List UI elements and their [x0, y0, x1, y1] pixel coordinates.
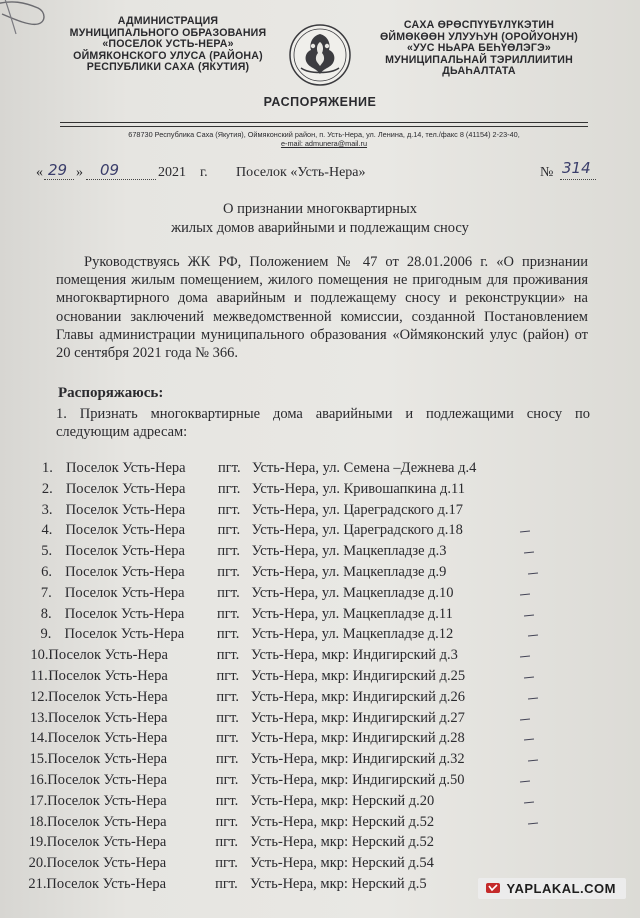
- list-item-address: Усть-Нера, ул. Мацкепладзе д.10: [251, 584, 454, 601]
- list-item: [0, 543, 640, 563]
- list-item-settlement: Поселок Усть-Нера: [46, 834, 167, 851]
- list-item-number: 15.: [29, 751, 48, 768]
- list-item-number: 3.: [41, 501, 53, 518]
- checkmark-dash: [520, 718, 530, 720]
- header-left-line: ОЙМЯКОНСКОГО УЛУСА (РАЙОНА): [73, 49, 263, 62]
- list-item-address: Усть-Нера, ул. Цареградского д.18: [251, 522, 463, 539]
- checkmark-dash: [524, 676, 534, 678]
- header-right-line: ДЬАҺАЛТАТА: [442, 65, 516, 78]
- list-item-address: Усть-Нера, мкр: Индигирский д.27: [250, 709, 465, 726]
- list-item-number: 17.: [29, 792, 48, 809]
- list-item: [0, 626, 640, 646]
- divider-line: [60, 122, 588, 123]
- email-line: e-mail: admunera@mail.ru: [280, 139, 368, 148]
- list-item: [0, 710, 640, 730]
- list-item-settlement: Поселок Усть-Нера: [48, 668, 168, 684]
- list-item: [0, 564, 640, 584]
- document-number: 314: [562, 159, 591, 177]
- subject-line: О признании многоквартирных: [222, 201, 417, 217]
- header-right-line: МУНИЦИПАЛЬНАЙ ТЭРИЛЛИИТИН: [385, 53, 573, 66]
- point-one: 1. Признать многоквартирные дома аварийными и подлежащими сносу по следующим адресам:: [56, 406, 590, 441]
- list-item-settlement: Поселок Усть-Нера: [48, 647, 168, 664]
- list-item-type: пгт.: [217, 522, 241, 539]
- list-item-address: Усть-Нера, ул. Семена –Дежнева д.4: [252, 460, 477, 476]
- list-item-number: 14.: [29, 730, 48, 747]
- document-title: РАСПОРЯЖЕНИЕ: [263, 95, 377, 109]
- checkmark-dash: [524, 552, 534, 554]
- list-item-type: пгт.: [216, 688, 239, 705]
- list-item-number: 13.: [29, 709, 48, 726]
- list-item-number: 11.: [30, 668, 48, 684]
- checkmark-dash: [528, 635, 538, 637]
- preamble-paragraph: Руководствуясь ЖК РФ, Положением № 47 от 28.01.2006 г. «О признании помещения жилым помещением, жилого помещения не пригодным для проживания многоквартирного дома аварийным и подлежащему сносу и реконструкции» на основании заключений межведомственной комиссии, созданной Постановлением Главы администрации муниципального образования «Оймяконский улус (район) от 20 сентября 2021 года № 366.: [56, 254, 588, 362]
- date-year-suffix: г.: [200, 165, 208, 180]
- list-item: [0, 772, 640, 792]
- list-item-type: пгт.: [215, 834, 238, 851]
- checkmark-dash: [528, 697, 538, 699]
- list-item: [0, 730, 640, 750]
- list-item: [0, 481, 640, 501]
- watermark-logo-icon: [486, 883, 500, 893]
- list-item-number: 5.: [41, 543, 53, 560]
- list-item-number: 9.: [40, 626, 52, 643]
- paperclip-icon: [0, 0, 54, 38]
- list-item: [0, 689, 640, 709]
- list-item-type: пгт.: [217, 480, 241, 497]
- list-item-address: Усть-Нера, ул. Мацкепладзе д.11: [251, 605, 453, 622]
- list-item-address: Усть-Нера, мкр: Индигирский д.26: [250, 688, 465, 705]
- date-close-quote: »: [76, 165, 83, 180]
- watermark-text: YAPLAKAL.COM: [506, 881, 616, 896]
- list-item-settlement: Поселок Усть-Нера: [47, 709, 168, 726]
- checkmark-dash: [520, 780, 530, 782]
- list-item-type: пгт.: [215, 792, 239, 809]
- list-item-type: пгт.: [215, 813, 239, 830]
- list-item-address: Усть-Нера, мкр: Индигирский д.32: [250, 751, 465, 768]
- coat-of-arms-emblem: [287, 22, 353, 88]
- subject-line: жилых домов аварийными и подлежащим сносу: [171, 219, 469, 236]
- checkmark-dash: [520, 593, 530, 595]
- list-item-settlement: Поселок Усть-Нера: [65, 522, 186, 539]
- list-item: [0, 793, 640, 813]
- date-year: 2021: [158, 165, 186, 180]
- checkmark-dash: [524, 614, 534, 616]
- list-item-number: 10.: [30, 647, 49, 664]
- list-item-type: пгт.: [216, 709, 239, 726]
- list-item-address: Усть-Нера, ул. Мацкепладзе д.12: [251, 626, 454, 643]
- list-item-address: Усть-Нера, ул. Кривошапкина д.11: [251, 480, 466, 497]
- list-item-number: 1.: [42, 460, 53, 476]
- checkmark-dash: [524, 739, 534, 741]
- list-item: [0, 751, 640, 771]
- watermark-badge: [478, 878, 626, 899]
- date-month: 09: [100, 161, 120, 179]
- list-item-type: пгт.: [216, 626, 240, 643]
- list-item-address: Усть-Нера, мкр: Индигирский д.3: [251, 647, 458, 664]
- list-item-address: Усть-Нера, ул. Цареградского д.17: [251, 501, 464, 518]
- list-item-type: пгт.: [216, 605, 240, 622]
- list-item: [0, 522, 640, 542]
- header-left-line: МУНИЦИПАЛЬНОГО ОБРАЗОВАНИЯ: [69, 26, 267, 39]
- divider-line: [60, 126, 588, 127]
- list-item: [0, 834, 640, 854]
- list-item-settlement: Поселок Усть-Нера: [65, 543, 185, 560]
- list-item-address: Усть-Нера, ул. Мацкепладзе д.3: [251, 543, 447, 560]
- list-item-number: 21.: [28, 876, 47, 892]
- checkmark-dash: [528, 572, 538, 574]
- list-item-address: Усть-Нера, ул. Мацкепладзе д.9: [251, 564, 447, 580]
- list-item-settlement: Поселок Усть-Нера: [64, 605, 185, 622]
- list-item-type: пгт.: [218, 460, 241, 476]
- list-item-number: 16.: [29, 772, 48, 788]
- list-item-type: пгт.: [216, 647, 240, 664]
- list-item: [0, 585, 640, 605]
- checkmark-dash: [524, 801, 534, 803]
- list-item: [0, 606, 640, 626]
- list-item-settlement: Поселок Усть-Нера: [46, 813, 167, 830]
- document-subject: [0, 200, 640, 237]
- list-item-settlement: Поселок Усть-Нера: [64, 626, 185, 643]
- date-day: 29: [48, 161, 68, 179]
- address-line: 678730 Республика Саха (Якутия), Оймяконский район, п. Усть-Нера, ул. Ленина, д.14, тел./факс 8 (41154) 2-23-40,: [128, 130, 520, 139]
- header-left-line: АДМИНИСТРАЦИЯ: [117, 15, 219, 27]
- list-item-settlement: Поселок Усть-Нера: [64, 584, 185, 601]
- list-item-number: 6.: [41, 564, 52, 580]
- date-month-underline: [86, 179, 156, 180]
- number-label: №: [540, 165, 554, 180]
- list-item-settlement: Поселок Усть-Нера: [46, 855, 167, 872]
- date-place: Поселок «Усть-Нера»: [236, 165, 366, 180]
- directive-heading: Распоряжаюсь:: [58, 385, 164, 401]
- list-item: [0, 814, 640, 834]
- list-item-type: пгт.: [215, 876, 238, 892]
- list-item-number: 12.: [30, 688, 49, 705]
- address-block: [60, 130, 588, 148]
- list-item: [0, 855, 640, 875]
- header-right-line: «УУС НЬАРА БЕҺҮӨЛЭГЭ»: [407, 42, 551, 55]
- list-item-type: пгт.: [217, 584, 240, 601]
- list-item-number: 7.: [40, 584, 52, 601]
- list-item-settlement: Поселок Усть-Нера: [65, 501, 186, 518]
- list-item-address: Усть-Нера, мкр: Нерский д.5: [249, 876, 427, 892]
- header-right: [366, 20, 592, 78]
- checkmark-dash: [520, 656, 530, 658]
- list-item-type: пгт.: [217, 564, 240, 580]
- list-item-settlement: Поселок Усть-Нера: [66, 460, 186, 476]
- list-item-type: пгт.: [215, 855, 238, 872]
- list-item-settlement: Поселок Усть-Нера: [47, 772, 167, 788]
- list-item-type: пгт.: [215, 751, 239, 768]
- list-item-address: Усть-Нера, мкр: Индигирский д.50: [250, 772, 465, 788]
- header-left: [58, 16, 278, 74]
- list-item-type: пгт.: [216, 668, 240, 684]
- list-item-settlement: Поселок Усть-Нера: [65, 480, 186, 497]
- checkmark-dash: [520, 531, 530, 533]
- list-item-settlement: Поселок Усть-Нера: [48, 688, 168, 705]
- list-item-settlement: Поселок Усть-Нера: [46, 876, 167, 892]
- header-left-line: РЕСПУБЛИКИ САХА (ЯКУТИЯ): [86, 61, 250, 74]
- list-item-address: Усть-Нера, мкр: Нерский д.52: [250, 834, 435, 851]
- list-item-settlement: Поселок Усть-Нера: [47, 730, 168, 747]
- list-item-settlement: Поселок Усть-Нера: [47, 751, 168, 768]
- date-open-quote: «: [36, 165, 43, 180]
- checkmark-dash: [528, 760, 538, 762]
- list-item: [0, 668, 640, 688]
- list-item-settlement: Поселок Усть-Нера: [65, 564, 185, 580]
- list-item: [0, 460, 640, 480]
- list-item-number: 19.: [28, 834, 47, 851]
- list-item-number: 4.: [41, 522, 53, 539]
- header-right-line: ӨЙМӨКӨӨН УЛУУҺУН (ОРОЙУОНУН): [379, 30, 579, 43]
- header-right-line: САХА ӨРӨСПҮҮБҮЛҮКЭТИН: [403, 19, 555, 31]
- list-item-type: пгт.: [216, 730, 239, 747]
- list-item-address: Усть-Нера, мкр: Нерский д.52: [250, 813, 435, 830]
- number-underline: [560, 179, 596, 180]
- header-left-line: «ПОСЕЛОК УСТЬ-НЕРА»: [102, 38, 234, 51]
- list-item-number: 2.: [41, 480, 53, 497]
- list-item-number: 20.: [28, 855, 47, 872]
- date-day-underline: [44, 179, 74, 180]
- list-item-address: Усть-Нера, мкр: Нерский д.20: [250, 792, 435, 809]
- checkmark-dash: [528, 822, 538, 824]
- list-item-type: пгт.: [215, 772, 239, 788]
- list-item-address: Усть-Нера, мкр: Индигирский д.28: [250, 730, 465, 747]
- list-item: [0, 647, 640, 667]
- list-item-address: Усть-Нера, мкр: Индигирский д.25: [250, 668, 466, 684]
- list-item-address: Усть-Нера, мкр: Нерский д.54: [249, 855, 434, 872]
- list-item: [0, 502, 640, 522]
- list-item-type: пгт.: [217, 501, 241, 518]
- list-item-settlement: Поселок Усть-Нера: [47, 792, 167, 809]
- list-item-number: 8.: [40, 605, 52, 622]
- list-item-number: 18.: [28, 813, 48, 830]
- list-item-type: пгт.: [217, 543, 241, 560]
